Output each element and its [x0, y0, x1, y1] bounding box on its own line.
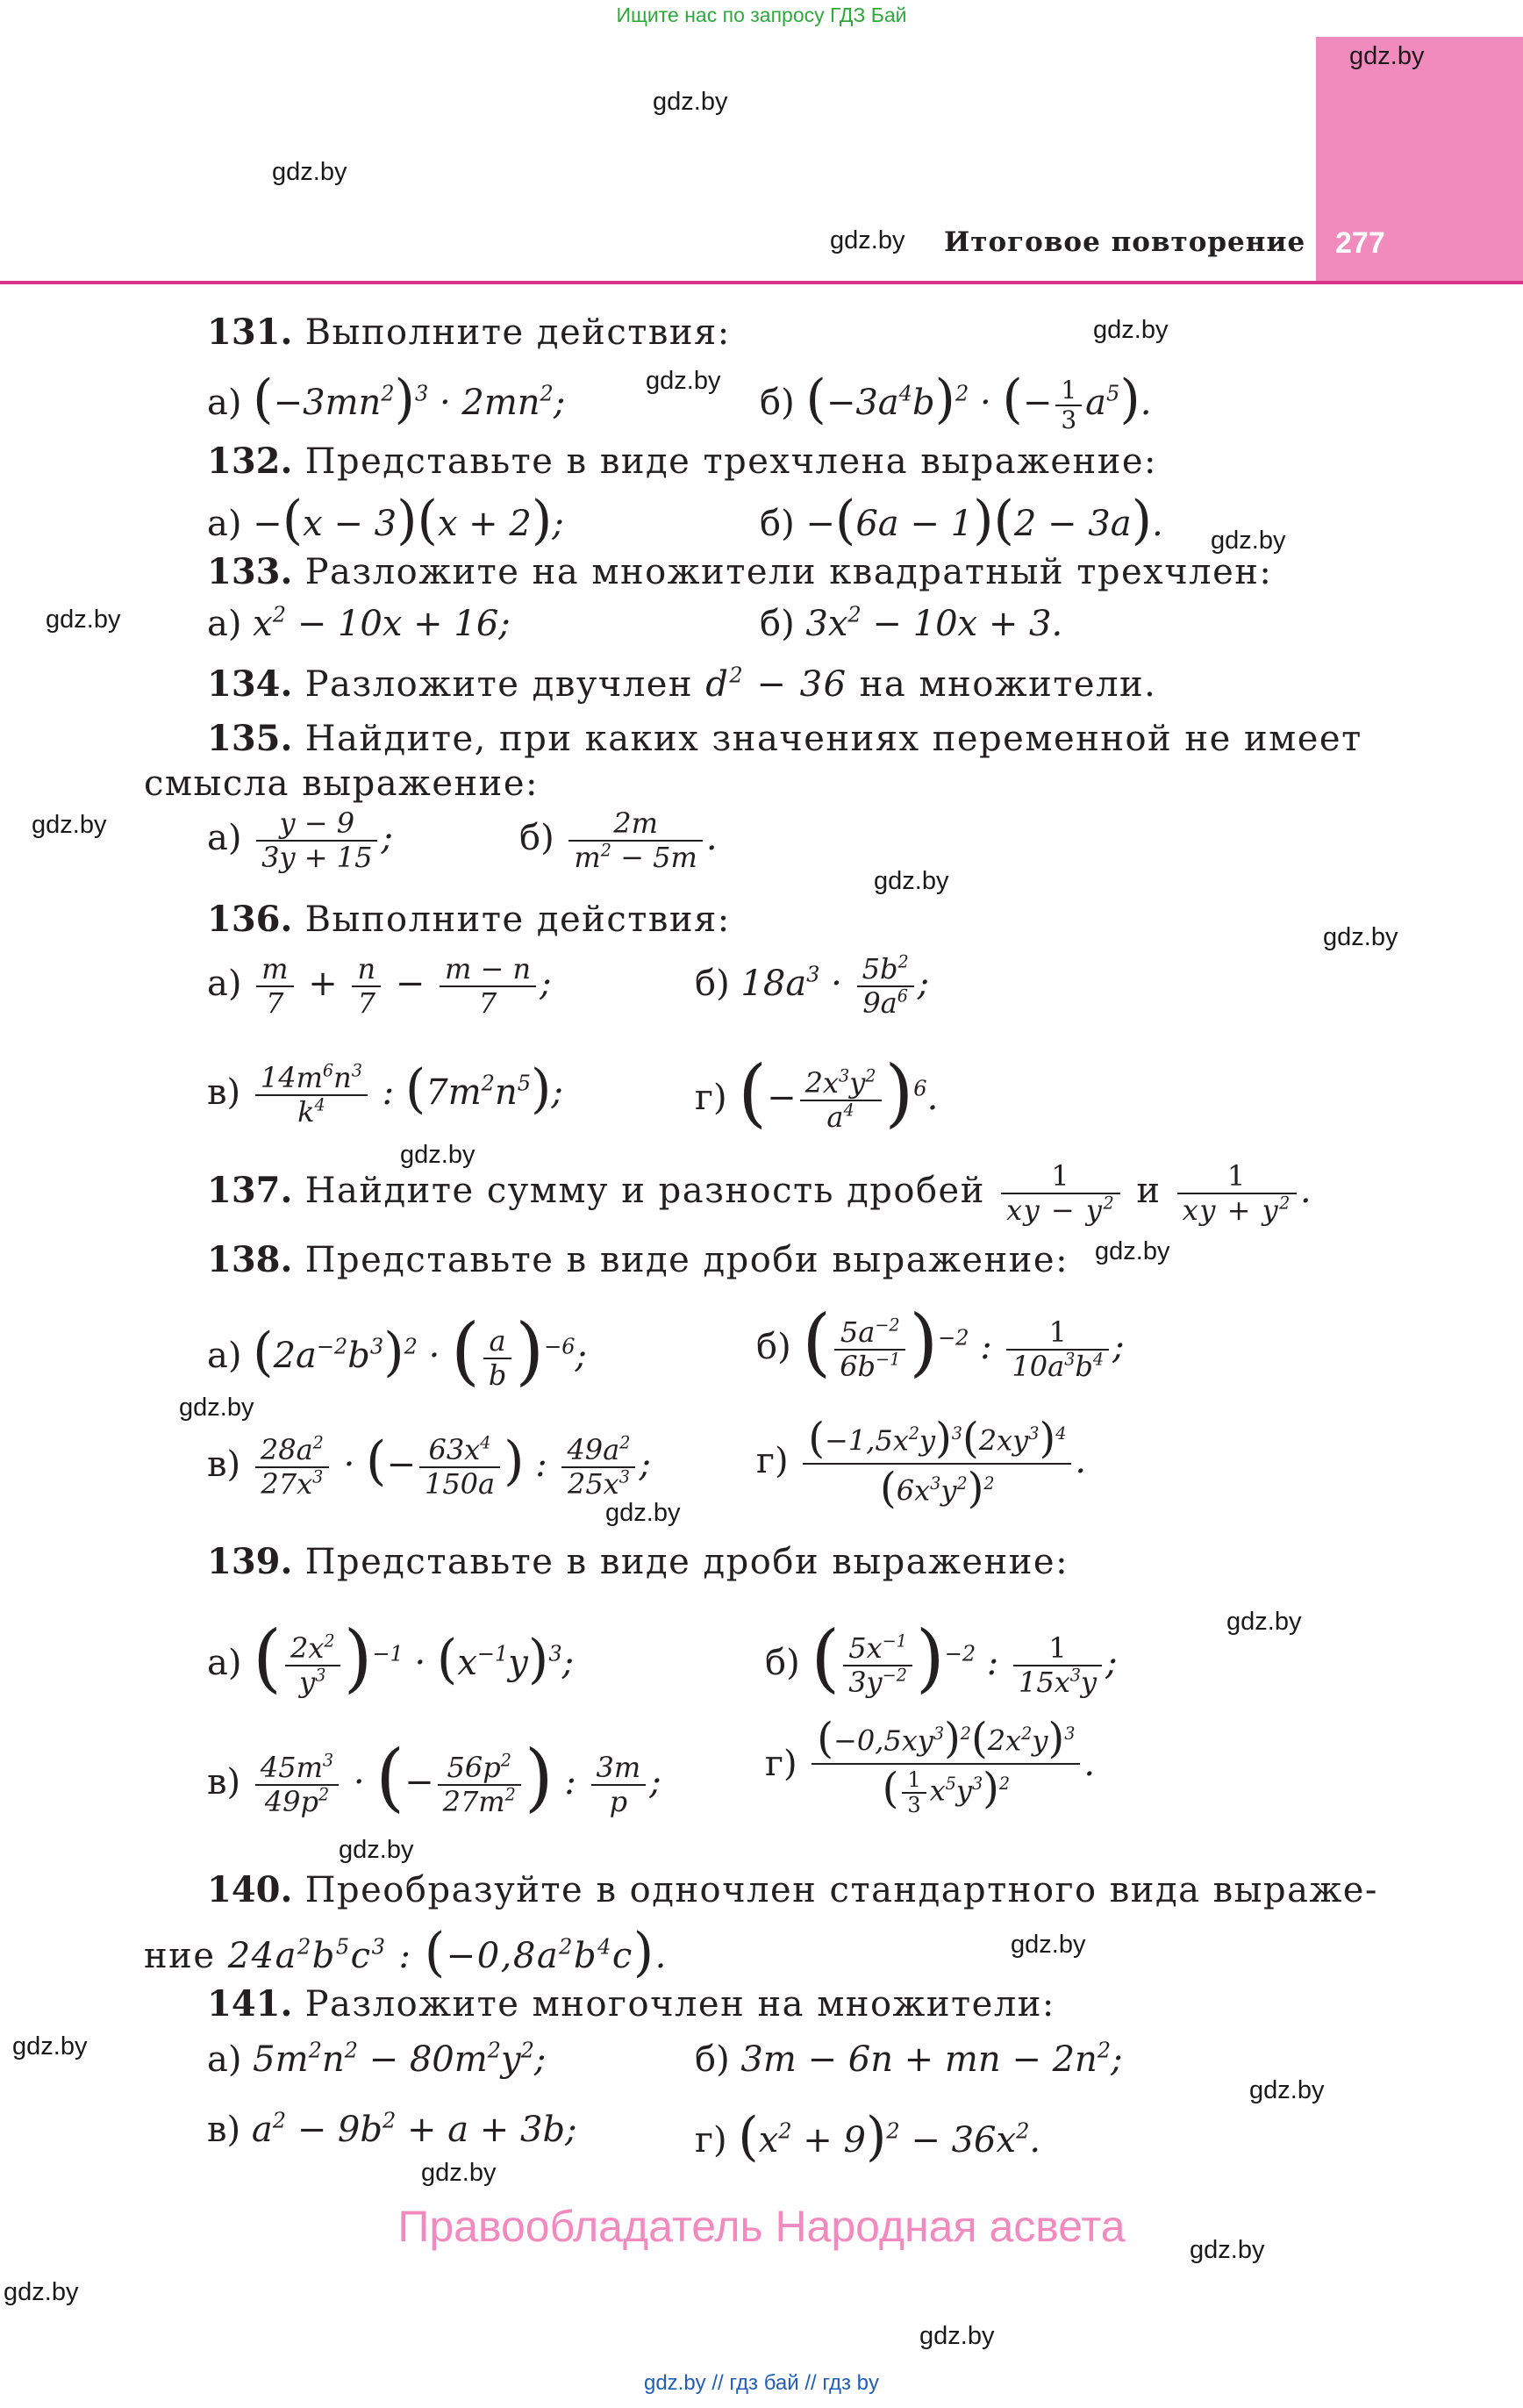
watermark: gdz.by: [874, 867, 949, 895]
task-136-g: г) (− $\frac{2x^3y^2}{a^4}$ )$^6$.: [695, 1050, 939, 1136]
task-134: 134. Разложите двучлен $d^2 - 36$ на множители.: [207, 663, 1157, 705]
task-131-b: б) $(-3a^4b)^2$ · (− $\frac{1}{3}$ $a^5$).: [760, 369, 1152, 434]
header-rule: [0, 281, 1523, 284]
task-131-a: а) $(-3mn^2)^3 \cdot 2mn^2$;: [207, 369, 566, 430]
bottom-note: gdz.by // гдз бай // гдз by: [643, 2371, 880, 2395]
task-131: 131. Выполните действия:: [207, 312, 731, 353]
task-136: 136. Выполните действия:: [207, 899, 731, 940]
task-133: 133. Разложите на множители квадратный трехчлен:: [207, 551, 1273, 592]
watermark: gdz.by: [830, 226, 905, 254]
watermark: gdz.by: [605, 1499, 681, 1527]
watermark: gdz.by: [1323, 923, 1398, 951]
watermark: gdz.by: [1011, 1931, 1086, 1959]
task-141-a: а) $5m^2n^2 - 80m^2y^2$;: [207, 2038, 547, 2080]
task-138-g: г) $\frac{(-1,5x^2y)^3(2xy^3)^4}{(6x^3y^2)^2}$ .: [756, 1414, 1087, 1514]
task-139-b: б) ( $\frac{5x^{-1}}{3y^{-2}}$ )$^{-2}$ : $\frac{1}{15x^3y}$ ;: [765, 1615, 1118, 1701]
watermark: gdz.by: [421, 2159, 497, 2187]
task-133-b: б) $3x^2 - 10x + 3$.: [760, 602, 1063, 644]
watermark: gdz.by: [1211, 527, 1286, 555]
watermark: gdz.by: [272, 158, 347, 186]
task-137: 137. Найдите сумму и разность дробей $\frac{1}{xy - y^2}$ и $\frac{1}{xy + y^2}$ .: [207, 1159, 1313, 1227]
section-title: Итоговое повторение: [944, 226, 1306, 258]
task-139: 139. Представьте в виде дроби выражение:: [207, 1541, 1069, 1582]
task-139-a: а) ( $\frac{2x^2}{y^3}$ )$^{-1} \cdot (x^{-1}y)^3$;: [207, 1615, 575, 1701]
watermark: gdz.by: [339, 1836, 414, 1864]
task-138-a: а) $(2a^{-2}b^3)^2$ · ( $\frac{a}{b}$ )$^{-6}$;: [207, 1308, 587, 1394]
task-132: 132. Представьте в виде трехчлена выражение:: [207, 441, 1158, 482]
task-135-line2: смысла выражение:: [144, 763, 539, 804]
task-139-g: г) $(-0,5xy^3)^2(2x^2y)^3$ ( $\frac{1}{3}$ $x^5y^3)^2$ .: [765, 1714, 1096, 1818]
watermark: gdz.by: [32, 811, 107, 839]
task-135: 135. Найдите, при каких значениях переменной не имеет: [207, 718, 1362, 759]
task-133-a: а) $x^2 - 10x + 16$;: [207, 602, 511, 644]
top-note: Ищите нас по запросу ГДЗ Бай: [616, 4, 907, 26]
task-138-v: в) $\frac{28a^2}{27x^3}$ · (− $\frac{63x^4}{150a}$ ) : $\frac{49a^2}{25x^3}$ ;: [207, 1430, 651, 1501]
watermark: gdz.by: [1349, 42, 1425, 70]
task-132-a: а) −(x − 3)(x + 2);: [207, 490, 564, 551]
task-135-b: б) $\frac{2m}{m^2 - 5m}$ .: [519, 806, 718, 874]
watermark: gdz.by: [400, 1141, 475, 1169]
watermark: gdz.by: [4, 2278, 79, 2306]
page-number: 277: [1335, 226, 1385, 260]
task-132-b: б) −(6a − 1)(2 − 3a).: [760, 490, 1163, 551]
task-138-b: б) ( $\frac{5a^{-2}}{6b^{-1}}$ )$^{-2}$ : $\frac{1}{10a^3b^4}$ ;: [756, 1299, 1125, 1385]
watermark: gdz.by: [1190, 2236, 1265, 2264]
watermark: gdz.by: [1093, 316, 1169, 344]
watermark: gdz.by: [1226, 1608, 1302, 1636]
watermark: gdz.by: [646, 367, 721, 395]
task-136-v: в) $\frac{14m^6n^3}{k^4}$ : $(7m^2n^5)$;: [207, 1058, 563, 1129]
task-139-v: в) $\frac{45m^3}{49p^2}$ · (− $\frac{56p^2}{27m^2}$ ) : $\frac{3m}{p}$ ;: [207, 1734, 661, 1820]
watermark: gdz.by: [1095, 1237, 1170, 1265]
watermark: gdz.by: [46, 606, 121, 634]
task-141-v: в) $a^2 - 9b^2 + a + 3b$;: [207, 2108, 577, 2150]
watermark: gdz.by: [179, 1394, 254, 1422]
task-136-a: а) $\frac{m}{7}$ + $\frac{n}{7}$ − $\frac{m - n}{7}$ ;: [207, 952, 552, 1020]
copyright-notice: Правообладатель Народная асвета: [397, 2202, 1126, 2251]
task-135-a: а) $\frac{y - 9}{3y + 15}$ ;: [207, 806, 393, 874]
watermark: gdz.by: [653, 88, 728, 116]
task-141-g: г) $(x^2 + 9)^2 - 36x^2$.: [695, 2106, 1041, 2168]
watermark: gdz.by: [1249, 2076, 1325, 2104]
task-141: 141. Разложите многочлен на множители:: [207, 1983, 1055, 2025]
task-140: 140. Преобразуйте в одночлен стандартного вида выраже-: [207, 1869, 1378, 1910]
task-138: 138. Представьте в виде дроби выражение:: [207, 1239, 1069, 1280]
task-136-b: б) $18a^3$ · $\frac{5b^2}{9a^6}$ ;: [695, 951, 930, 1020]
task-141-b: б) 3m − 6n + mn − $2n^2$;: [695, 2038, 1123, 2080]
watermark: gdz.by: [919, 2322, 995, 2350]
watermark: gdz.by: [12, 2032, 88, 2060]
task-140-line2: ние $24a^2b^5c^3$ : $(-0,8a^2b^4c)$.: [144, 1922, 668, 1983]
